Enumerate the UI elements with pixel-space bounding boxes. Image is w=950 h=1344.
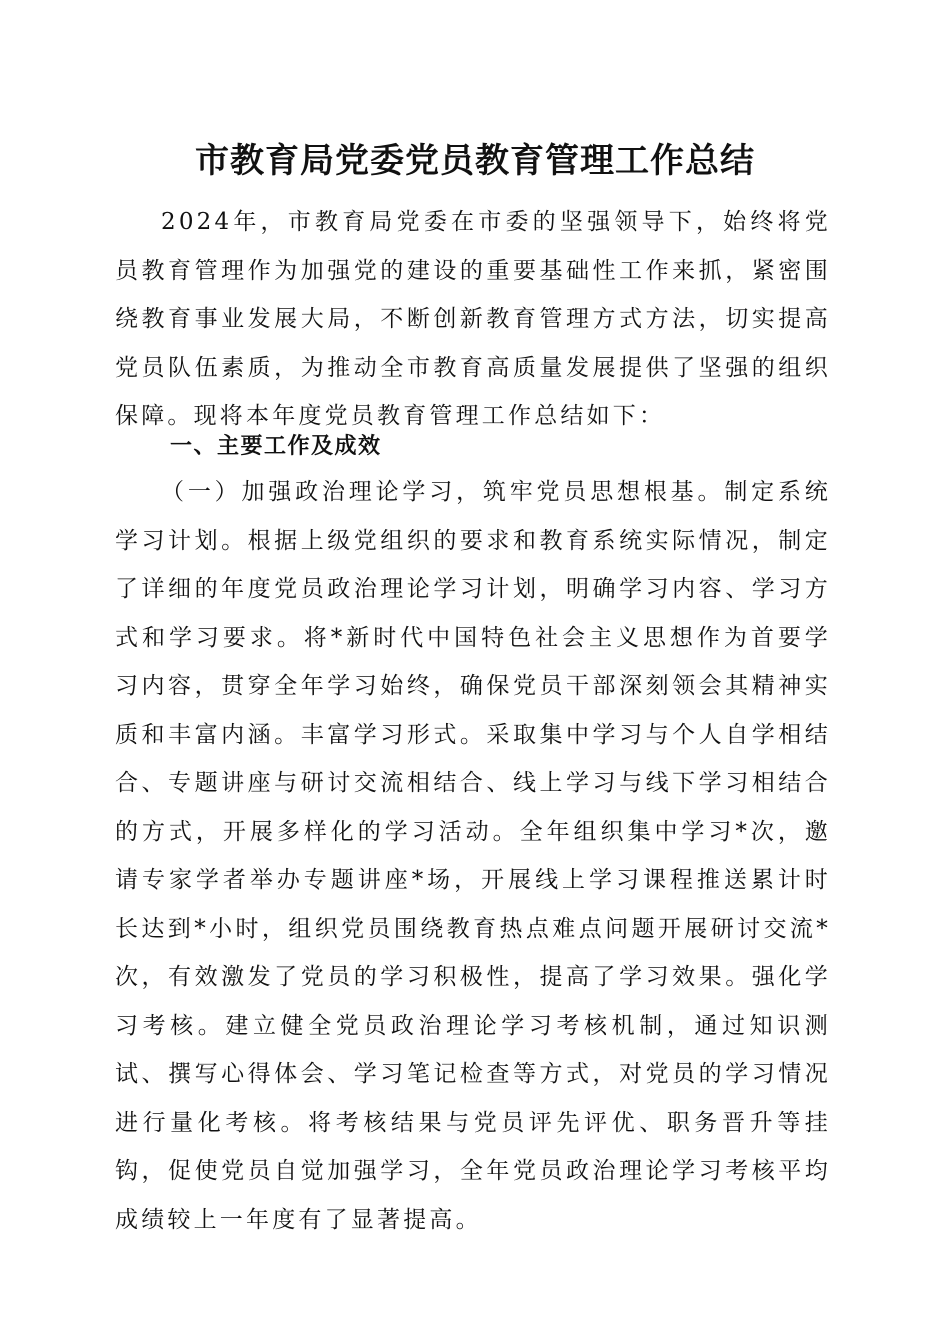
section-paragraph: （一）加强政治理论学习，筑牢党员思想根基。制定系统学习计划。根据上级党组织的要求和教育系统实际情况，制定了详细的年度党员政治理论学习计划，明确学习内容、学习方式和学习要求。将*新时代中国特色社会主义思想作为首要学习内容，贯穿全年学习始终，确保党员干部深刻领会其精神实质和丰富内涵。丰富学习形式。采取集中学习与个人自学相结合、专题讲座与研讨交流相结合、线上学习与线下学习相结合的方式，开展多样化的学习活动。全年组织集中学习*次，邀请专家学者举办专题讲座*场，开展线上学习课程推送累计时长达到*小时，组织党员围绕教育热点难点问题开展研讨交流*次，有效激发了党员的学习积极性，提高了学习效果。强化学习考核。建立健全党员政治理论学习考核机制，通过知识测试、撰写心得体会、学习笔记检查等方式，对党员的学习情况进行量化考核。将考核结果与党员评先评优、职务晋升等挂钩，促使党员自觉加强学习，全年党员政治理论学习考核平均成绩较上一年度有了显著提高。: [115, 479, 831, 1233]
document-title: 市教育局党委党员教育管理工作总结: [195, 141, 755, 181]
intro-paragraph: 2024年，市教育局党委在市委的坚强领导下，始终将党员教育管理作为加强党的建设的重要基础性工作来抓，紧密围绕教育事业发展大局，不断创新教育管理方式方法，切实提高党员队伍素质，为推动全市教育高质量发展提供了坚强的组织保障。现将本年度党员教育管理工作总结如下：: [115, 209, 831, 429]
section-heading: 一、主要工作及成效: [170, 434, 382, 459]
